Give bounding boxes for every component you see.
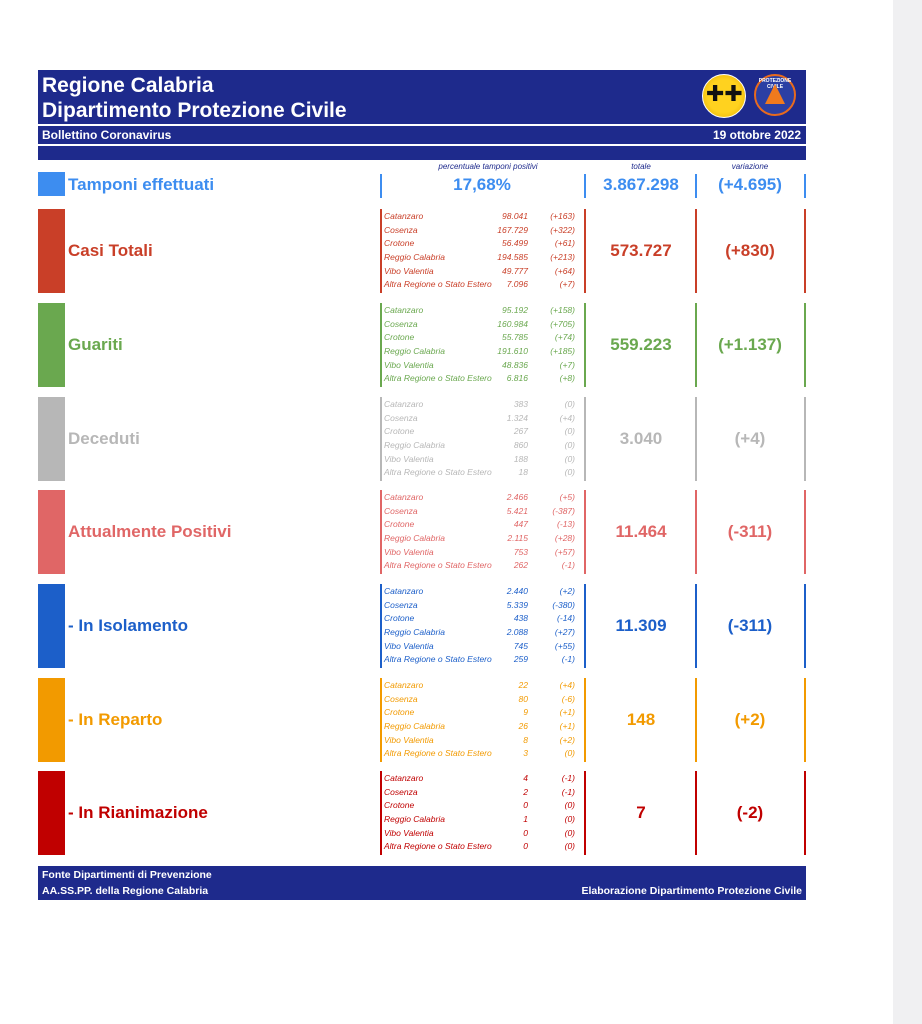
list-item xyxy=(384,412,580,426)
province-value: 0 xyxy=(523,841,528,852)
province-name: Catanzaro xyxy=(384,586,424,596)
list-item xyxy=(384,799,580,813)
section-5-label: - In Reparto xyxy=(68,710,163,729)
list-item xyxy=(384,626,580,640)
province-value: 55.785 xyxy=(502,332,528,343)
list-item xyxy=(384,425,580,439)
section-3-province-list xyxy=(384,491,580,573)
province-name: Crotone xyxy=(384,519,415,530)
province-value: 267 xyxy=(513,426,528,437)
province-variation: (-14) xyxy=(557,613,575,624)
province-name: Catanzaro xyxy=(384,211,424,221)
header-subtitle: Bollettino Coronavirus xyxy=(42,128,172,142)
list-item xyxy=(384,265,580,279)
province-variation: (+61) xyxy=(554,238,575,249)
list-item xyxy=(384,747,580,761)
province-variation: (+705) xyxy=(550,318,575,329)
section-5-variation: (+2) xyxy=(734,710,766,729)
section-4 xyxy=(38,584,806,668)
section-3-variation: (-311) xyxy=(727,522,773,541)
province-value: 95.192 xyxy=(502,305,528,315)
province-value: 22 xyxy=(518,680,528,690)
province-variation: (+1) xyxy=(559,721,575,732)
section-1-divider-4 xyxy=(804,303,806,387)
list-item xyxy=(384,786,580,800)
section-5-divider-4 xyxy=(804,678,806,762)
province-variation: (+4) xyxy=(559,412,575,423)
section-6-divider-3 xyxy=(695,771,697,855)
province-name: Cosenza xyxy=(384,505,418,516)
section-2-divider-1 xyxy=(380,397,382,481)
province-name: Reggio Calabria xyxy=(384,721,445,732)
province-variation: (+27) xyxy=(554,627,575,638)
province-value: 860 xyxy=(513,440,528,451)
tamponi-row xyxy=(38,172,806,200)
section-4-divider-4 xyxy=(804,584,806,668)
province-variation: (0) xyxy=(564,748,575,759)
column-header-variation: variazione xyxy=(731,162,769,171)
province-name: Altra Regione o Stato Estero xyxy=(384,560,492,571)
province-name: Catanzaro xyxy=(384,773,424,783)
province-value: 259 xyxy=(513,654,528,665)
province-name: Reggio Calabria xyxy=(384,346,445,357)
list-item xyxy=(384,439,580,453)
province-variation: (+5) xyxy=(559,492,575,502)
province-name: Altra Regione o Stato Estero xyxy=(384,654,492,665)
province-value: 3 xyxy=(523,748,528,759)
section-0-total: 573.727 xyxy=(610,241,672,260)
section-0-divider-3 xyxy=(695,209,697,293)
province-variation: (-387) xyxy=(552,505,575,516)
province-variation: (0) xyxy=(564,841,575,852)
section-4-province-list xyxy=(384,585,580,667)
province-variation: (+1) xyxy=(559,707,575,718)
province-value: 98.041 xyxy=(502,211,528,221)
tamponi-variation: (+4.695) xyxy=(718,175,782,194)
province-name: Vibo Valentia xyxy=(384,734,434,745)
list-item xyxy=(384,505,580,519)
province-variation: (+185) xyxy=(550,346,575,357)
section-3-divider-1 xyxy=(380,490,382,574)
list-item xyxy=(384,679,580,693)
province-name: Vibo Valentia xyxy=(384,359,434,370)
section-3-divider-3 xyxy=(695,490,697,574)
province-value: 2.466 xyxy=(506,492,528,502)
logo2-text: PROTEZIONE CIVILE xyxy=(758,78,792,90)
province-name: Altra Regione o Stato Estero xyxy=(384,467,492,478)
list-item xyxy=(384,359,580,373)
province-variation: (+213) xyxy=(550,252,575,263)
tamponi-divider-2 xyxy=(584,174,586,198)
list-item xyxy=(384,612,580,626)
province-value: 1 xyxy=(523,814,528,825)
province-value: 191.610 xyxy=(497,346,528,357)
section-3-divider-4 xyxy=(804,490,806,574)
province-name: Altra Regione o Stato Estero xyxy=(384,373,492,384)
section-2-divider-4 xyxy=(804,397,806,481)
footer-source-line2: AA.SS.PP. della Regione Calabria xyxy=(42,885,209,897)
section-1-label: Guariti xyxy=(68,335,123,354)
province-name: Cosenza xyxy=(384,786,418,797)
province-name: Cosenza xyxy=(384,318,418,329)
section-6-label: - In Rianimazione xyxy=(68,803,208,822)
list-item xyxy=(384,827,580,841)
province-variation: (0) xyxy=(564,426,575,437)
province-variation: (-1) xyxy=(561,773,575,783)
province-variation: (-1) xyxy=(561,786,575,797)
section-1 xyxy=(38,303,806,387)
province-name: Altra Regione o Stato Estero xyxy=(384,279,492,290)
list-item xyxy=(384,532,580,546)
list-item xyxy=(384,640,580,654)
regione-calabria-logo-icon xyxy=(702,74,746,118)
section-3-divider-2 xyxy=(584,490,586,574)
province-variation: (+8) xyxy=(559,373,575,384)
section-6-swatch xyxy=(38,771,65,855)
tamponi-total: 3.867.298 xyxy=(603,175,679,194)
list-item xyxy=(384,559,580,573)
section-4-variation: (-311) xyxy=(727,616,773,635)
list-item xyxy=(384,210,580,224)
province-value: 9 xyxy=(523,707,528,718)
province-variation: (+7) xyxy=(559,359,575,370)
section-4-divider-1 xyxy=(380,584,382,668)
list-item xyxy=(384,398,580,412)
province-name: Reggio Calabria xyxy=(384,440,445,451)
province-variation: (+57) xyxy=(554,546,575,557)
province-value: 2.440 xyxy=(506,586,528,596)
side-strip xyxy=(893,0,922,1024)
province-name: Crotone xyxy=(384,426,415,437)
province-variation: (-380) xyxy=(552,599,575,610)
list-item xyxy=(384,720,580,734)
province-value: 160.984 xyxy=(497,318,528,329)
section-2-divider-3 xyxy=(695,397,697,481)
list-item xyxy=(384,331,580,345)
section-2-divider-2 xyxy=(584,397,586,481)
section-3-swatch xyxy=(38,490,65,574)
province-name: Vibo Valentia xyxy=(384,640,434,651)
province-variation: (+163) xyxy=(550,211,575,221)
section-5-province-list xyxy=(384,679,580,761)
footer-source-line1: Fonte Dipartimenti di Prevenzione xyxy=(42,869,212,881)
list-item xyxy=(384,251,580,265)
section-0-divider-1 xyxy=(380,209,382,293)
province-name: Crotone xyxy=(384,238,415,249)
section-2-province-list xyxy=(384,398,580,480)
province-value: 262 xyxy=(513,560,528,571)
list-item xyxy=(384,772,580,786)
section-2-variation: (+4) xyxy=(734,429,766,448)
list-item xyxy=(384,518,580,532)
header-band xyxy=(38,146,806,160)
section-6-divider-1 xyxy=(380,771,382,855)
province-variation: (-6) xyxy=(561,693,575,704)
province-name: Cosenza xyxy=(384,224,418,235)
section-6-province-list xyxy=(384,772,580,854)
section-2-swatch xyxy=(38,397,65,481)
province-value: 745 xyxy=(513,640,528,651)
section-1-province-list xyxy=(384,304,580,386)
province-name: Crotone xyxy=(384,800,415,811)
section-1-variation: (+1.137) xyxy=(718,335,782,354)
tamponi-label: Tamponi effettuati xyxy=(68,175,215,194)
header-divider xyxy=(38,124,806,126)
province-value: 447 xyxy=(513,519,528,530)
province-value: 188 xyxy=(513,453,528,464)
province-value: 7.096 xyxy=(506,279,528,290)
section-2-label: Deceduti xyxy=(68,429,140,448)
section-1-divider-3 xyxy=(695,303,697,387)
province-variation: (+74) xyxy=(554,332,575,343)
province-name: Crotone xyxy=(384,332,415,343)
section-4-divider-2 xyxy=(584,584,586,668)
province-name: Altra Regione o Stato Estero xyxy=(384,841,492,852)
province-variation: (-13) xyxy=(557,519,575,530)
list-item xyxy=(384,546,580,560)
list-item xyxy=(384,237,580,251)
section-3-label: Attualmente Positivi xyxy=(68,522,232,541)
province-variation: (-1) xyxy=(561,654,575,665)
section-1-swatch xyxy=(38,303,65,387)
province-value: 8 xyxy=(523,734,528,745)
section-0-divider-4 xyxy=(804,209,806,293)
tamponi-swatch xyxy=(38,172,65,196)
list-item xyxy=(384,599,580,613)
province-value: 4 xyxy=(523,773,528,783)
header-title-department: Dipartimento Protezione Civile xyxy=(42,99,347,122)
list-item xyxy=(384,278,580,292)
province-value: 194.585 xyxy=(497,252,528,263)
section-4-swatch xyxy=(38,584,65,668)
header-title-region: Regione Calabria xyxy=(42,74,214,97)
province-name: Altra Regione o Stato Estero xyxy=(384,748,492,759)
section-2-total: 3.040 xyxy=(619,429,663,448)
logo2-triangle xyxy=(765,84,785,104)
section-6-divider-4 xyxy=(804,771,806,855)
section-4-label: - In Isolamento xyxy=(68,616,188,635)
footer-credit: Elaborazione Dipartimento Protezione Civile xyxy=(581,885,802,897)
province-value: 49.777 xyxy=(502,265,528,276)
province-name: Reggio Calabria xyxy=(384,627,445,638)
province-variation: (+4) xyxy=(559,680,575,690)
list-item xyxy=(384,453,580,467)
header-banner xyxy=(38,70,806,144)
section-0-label: Casi Totali xyxy=(68,241,153,260)
logo1-text: ✚✚ xyxy=(706,81,743,106)
province-name: Vibo Valentia xyxy=(384,546,434,557)
section-4-divider-3 xyxy=(695,584,697,668)
section-2 xyxy=(38,397,806,481)
section-5-divider-3 xyxy=(695,678,697,762)
tamponi-percent: 17,68% xyxy=(453,175,511,194)
footer-banner xyxy=(38,866,806,900)
list-item xyxy=(384,466,580,480)
list-item xyxy=(384,224,580,238)
province-value: 5.339 xyxy=(506,599,528,610)
province-value: 383 xyxy=(513,399,528,409)
province-variation: (0) xyxy=(564,814,575,825)
section-4-total: 11.309 xyxy=(615,616,667,635)
province-name: Catanzaro xyxy=(384,492,424,502)
province-name: Vibo Valentia xyxy=(384,827,434,838)
province-value: 56.499 xyxy=(502,238,528,249)
protezione-civile-logo-icon xyxy=(754,74,796,116)
province-name: Cosenza xyxy=(384,412,418,423)
province-variation: (+28) xyxy=(554,533,575,544)
section-6 xyxy=(38,771,806,855)
list-item xyxy=(384,734,580,748)
province-name: Reggio Calabria xyxy=(384,814,445,825)
province-variation: (0) xyxy=(564,467,575,478)
province-value: 5.421 xyxy=(506,505,528,516)
section-6-variation: (-2) xyxy=(736,803,764,822)
list-item xyxy=(384,813,580,827)
section-1-total: 559.223 xyxy=(610,335,672,354)
province-variation: (0) xyxy=(564,800,575,811)
header-date: 19 ottobre 2022 xyxy=(712,128,801,142)
province-value: 80 xyxy=(518,693,528,704)
list-item xyxy=(384,318,580,332)
section-0-variation: (+830) xyxy=(725,241,775,260)
section-0-divider-2 xyxy=(584,209,586,293)
province-value: 2.088 xyxy=(506,627,528,638)
column-header-percent: percentuale tamponi positivi xyxy=(438,162,538,171)
section-0-swatch xyxy=(38,209,65,293)
province-variation: (+2) xyxy=(559,586,575,596)
province-value: 0 xyxy=(523,800,528,811)
section-1-divider-2 xyxy=(584,303,586,387)
province-name: Vibo Valentia xyxy=(384,265,434,276)
province-variation: (+55) xyxy=(554,640,575,651)
province-value: 753 xyxy=(513,546,528,557)
province-value: 2.115 xyxy=(507,533,528,544)
province-variation: (0) xyxy=(564,453,575,464)
province-name: Cosenza xyxy=(384,599,418,610)
province-value: 6.816 xyxy=(506,373,528,384)
list-item xyxy=(384,653,580,667)
section-3-total: 11.464 xyxy=(615,522,667,541)
section-6-total: 7 xyxy=(636,803,646,822)
province-value: 2 xyxy=(523,786,528,797)
list-item xyxy=(384,491,580,505)
section-5-total: 148 xyxy=(626,710,656,729)
list-item xyxy=(384,693,580,707)
province-variation: (+7) xyxy=(559,279,575,290)
province-variation: (-1) xyxy=(561,560,575,571)
province-name: Catanzaro xyxy=(384,680,424,690)
section-5-divider-1 xyxy=(380,678,382,762)
province-variation: (0) xyxy=(564,399,575,409)
province-value: 48.836 xyxy=(502,359,528,370)
province-value: 18 xyxy=(518,467,528,478)
list-item xyxy=(384,585,580,599)
province-variation: (+64) xyxy=(554,265,575,276)
province-name: Catanzaro xyxy=(384,399,424,409)
province-name: Crotone xyxy=(384,613,415,624)
province-name: Crotone xyxy=(384,707,415,718)
province-name: Cosenza xyxy=(384,693,418,704)
province-name: Reggio Calabria xyxy=(384,252,445,263)
province-value: 0 xyxy=(523,827,528,838)
province-value: 26 xyxy=(518,721,528,732)
list-item xyxy=(384,372,580,386)
section-5-swatch xyxy=(38,678,65,762)
list-item xyxy=(384,345,580,359)
tamponi-divider-4 xyxy=(804,174,806,198)
province-value: 167.729 xyxy=(497,224,528,235)
province-variation: (+2) xyxy=(559,734,575,745)
section-3 xyxy=(38,490,806,574)
province-variation: (0) xyxy=(564,827,575,838)
province-variation: (+158) xyxy=(550,305,575,315)
tamponi-divider-1 xyxy=(380,174,382,198)
section-5 xyxy=(38,678,806,762)
section-6-divider-2 xyxy=(584,771,586,855)
column-header-total: totale xyxy=(631,162,651,171)
list-item xyxy=(384,706,580,720)
list-item xyxy=(384,840,580,854)
province-name: Catanzaro xyxy=(384,305,424,315)
section-5-divider-2 xyxy=(584,678,586,762)
section-1-divider-1 xyxy=(380,303,382,387)
province-name: Vibo Valentia xyxy=(384,453,434,464)
tamponi-divider-3 xyxy=(695,174,697,198)
province-variation: (+322) xyxy=(550,224,575,235)
province-name: Reggio Calabria xyxy=(384,533,445,544)
province-value: 438 xyxy=(513,613,528,624)
section-0 xyxy=(38,209,806,293)
list-item xyxy=(384,304,580,318)
province-value: 1.324 xyxy=(506,412,528,423)
section-0-province-list xyxy=(384,210,580,292)
province-variation: (0) xyxy=(564,440,575,451)
